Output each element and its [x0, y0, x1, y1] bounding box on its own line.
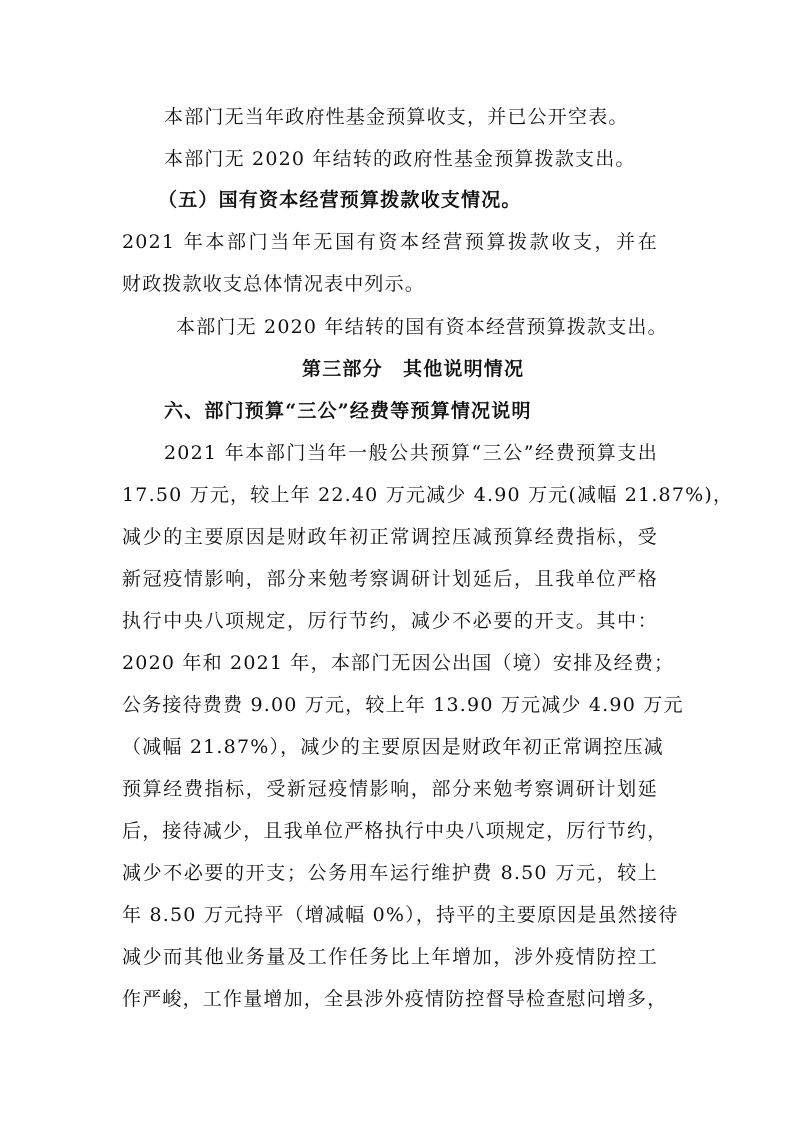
capital-paragraph-2: 本部门无 2020 年结转的国有资本经营预算拨款支出。 [176, 316, 668, 338]
body-line: 新冠疫情影响，部分来勉考察调研计划延后，且我单位严格 [122, 568, 658, 590]
body-line: 17.50 万元，较上年 22.40 万元减少 4.90 万元(减幅 21.87%)， [122, 484, 734, 506]
body-line: 预算经费指标，受新冠疫情影响，部分来勉考察调研计划延 [122, 778, 658, 800]
body-line: 2020 年和 2021 年，本部门无因公出国（境）安排及经费； [122, 652, 675, 674]
body-line: 公务接待费费 9.00 万元，较上年 13.90 万元减少 4.90 万元 [122, 694, 684, 716]
capital-paragraph-line-2: 财政拨款收支总体情况表中列示。 [122, 273, 426, 295]
body-line: 作严峻，工作量增加，全县涉外疫情防控督导检查慰问增多， [122, 988, 668, 1010]
part-three-heading: 第三部分 其他说明情况 [302, 358, 525, 380]
fund-paragraph-1: 本部门无当年政府性基金预算收支，并已公开空表。 [164, 106, 629, 128]
body-line: 减少的主要原因是财政年初正常调控压减预算经费指标，受 [122, 526, 658, 548]
body-line: （减幅 21.87%），减少的主要原因是财政年初正常调控压减 [122, 736, 664, 758]
section-six-heading: 六、部门预算“三公”经费等预算情况说明 [164, 400, 532, 422]
body-line: 减少而其他业务量及工作任务比上年增加，涉外疫情防控工 [122, 946, 658, 968]
capital-paragraph-line-1: 2021 年本部门当年无国有资本经营预算拨款收支，并在 [122, 231, 658, 253]
body-line: 年 8.50 万元持平（增减幅 0%），持平的主要原因是虽然接待 [122, 904, 679, 926]
body-line: 后，接待减少，且我单位严格执行中央八项规定，厉行节约， [122, 820, 668, 842]
body-line: 2021 年本部门当年一般公共预算“三公”经费预算支出 [164, 442, 658, 464]
section-five-heading: （五）国有资本经营预算拨款收支情况。 [158, 189, 522, 211]
body-line: 减少不必要的开支；公务用车运行维护费 8.50 万元，较上 [122, 862, 658, 884]
body-line: 执行中央八项规定，厉行节约，减少不必要的开支。其中： [122, 610, 658, 632]
fund-paragraph-2: 本部门无 2020 年结转的政府性基金预算拨款支出。 [164, 148, 636, 170]
